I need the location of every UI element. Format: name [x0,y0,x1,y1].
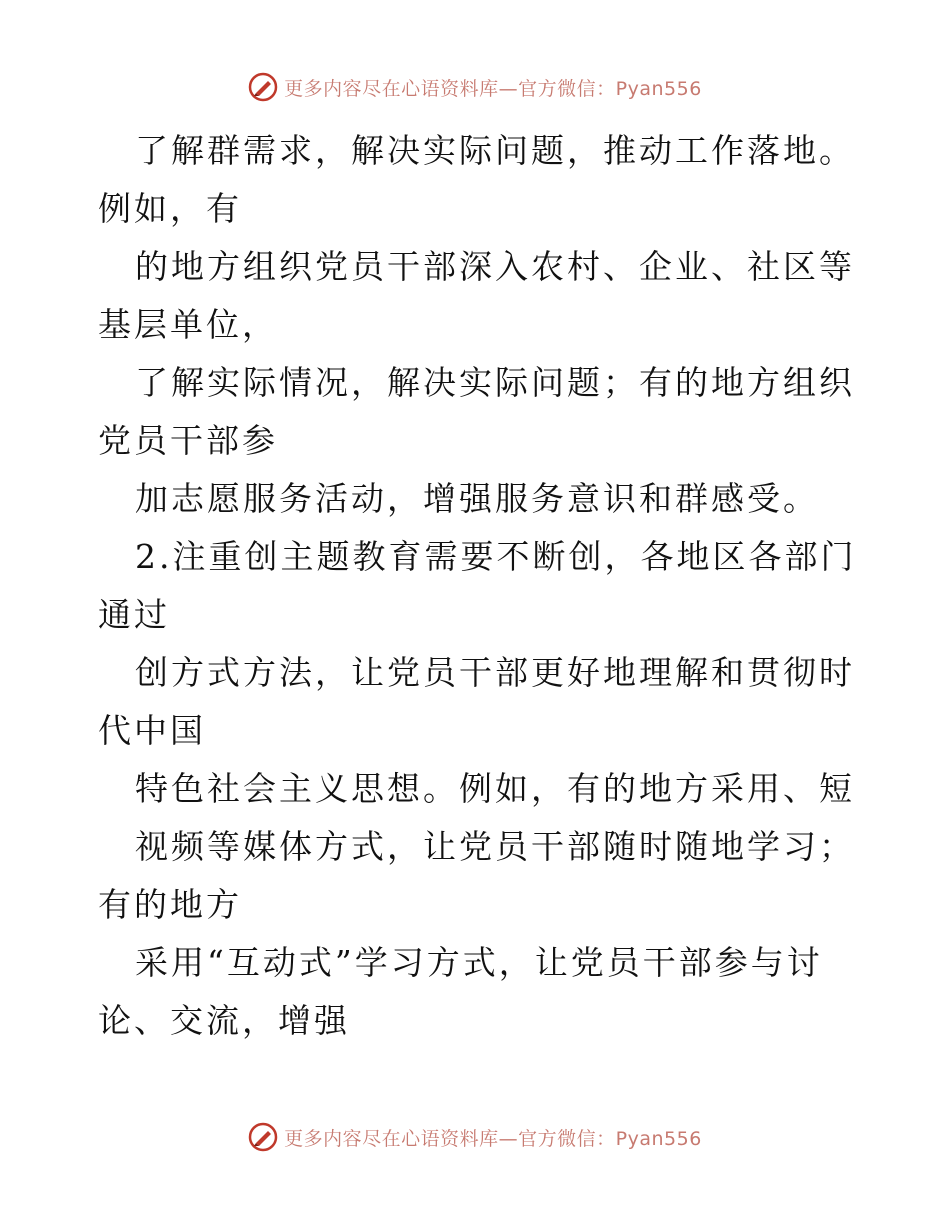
paragraph-6: 创方式方法，让党员干部更好地理解和贯彻时代中国 [98,653,855,750]
watermark-text: 更多内容尽在心语资料库—官方微信：Pyan556 [284,1127,702,1150]
paragraph-3: 了解实际情况，解决实际问题；有的地方组织党员干部参 [98,363,855,460]
brand-logo-icon [248,1122,278,1152]
paragraph-2: 的地方组织党员干部深入农村、企业、社区等基层单位， [98,247,855,344]
paragraph-5: 2.注重创主题教育需要不断创，各地区各部门通过 [98,537,857,634]
paragraph-9: 采用“互动式”学习方式，让党员干部参与讨论、交流，增强 [98,943,823,1040]
footer-watermark [0,1122,950,1152]
paragraph-7: 特色社会主义思想。例如，有的地方采用、短 [135,769,855,808]
paragraph-1: 了解群需求，解决实际问题，推动工作落地。例如，有 [98,131,855,228]
paragraph-4: 加志愿服务活动，增强服务意识和群感受。 [135,479,819,518]
header-watermark [0,72,950,102]
paragraph-8: 视频等媒体方式，让党员干部随时随地学习；有的地方 [98,827,855,924]
watermark-text: 更多内容尽在心语资料库—官方微信：Pyan556 [284,77,702,100]
document-body [98,122,858,1050]
brand-logo-icon [248,72,278,102]
